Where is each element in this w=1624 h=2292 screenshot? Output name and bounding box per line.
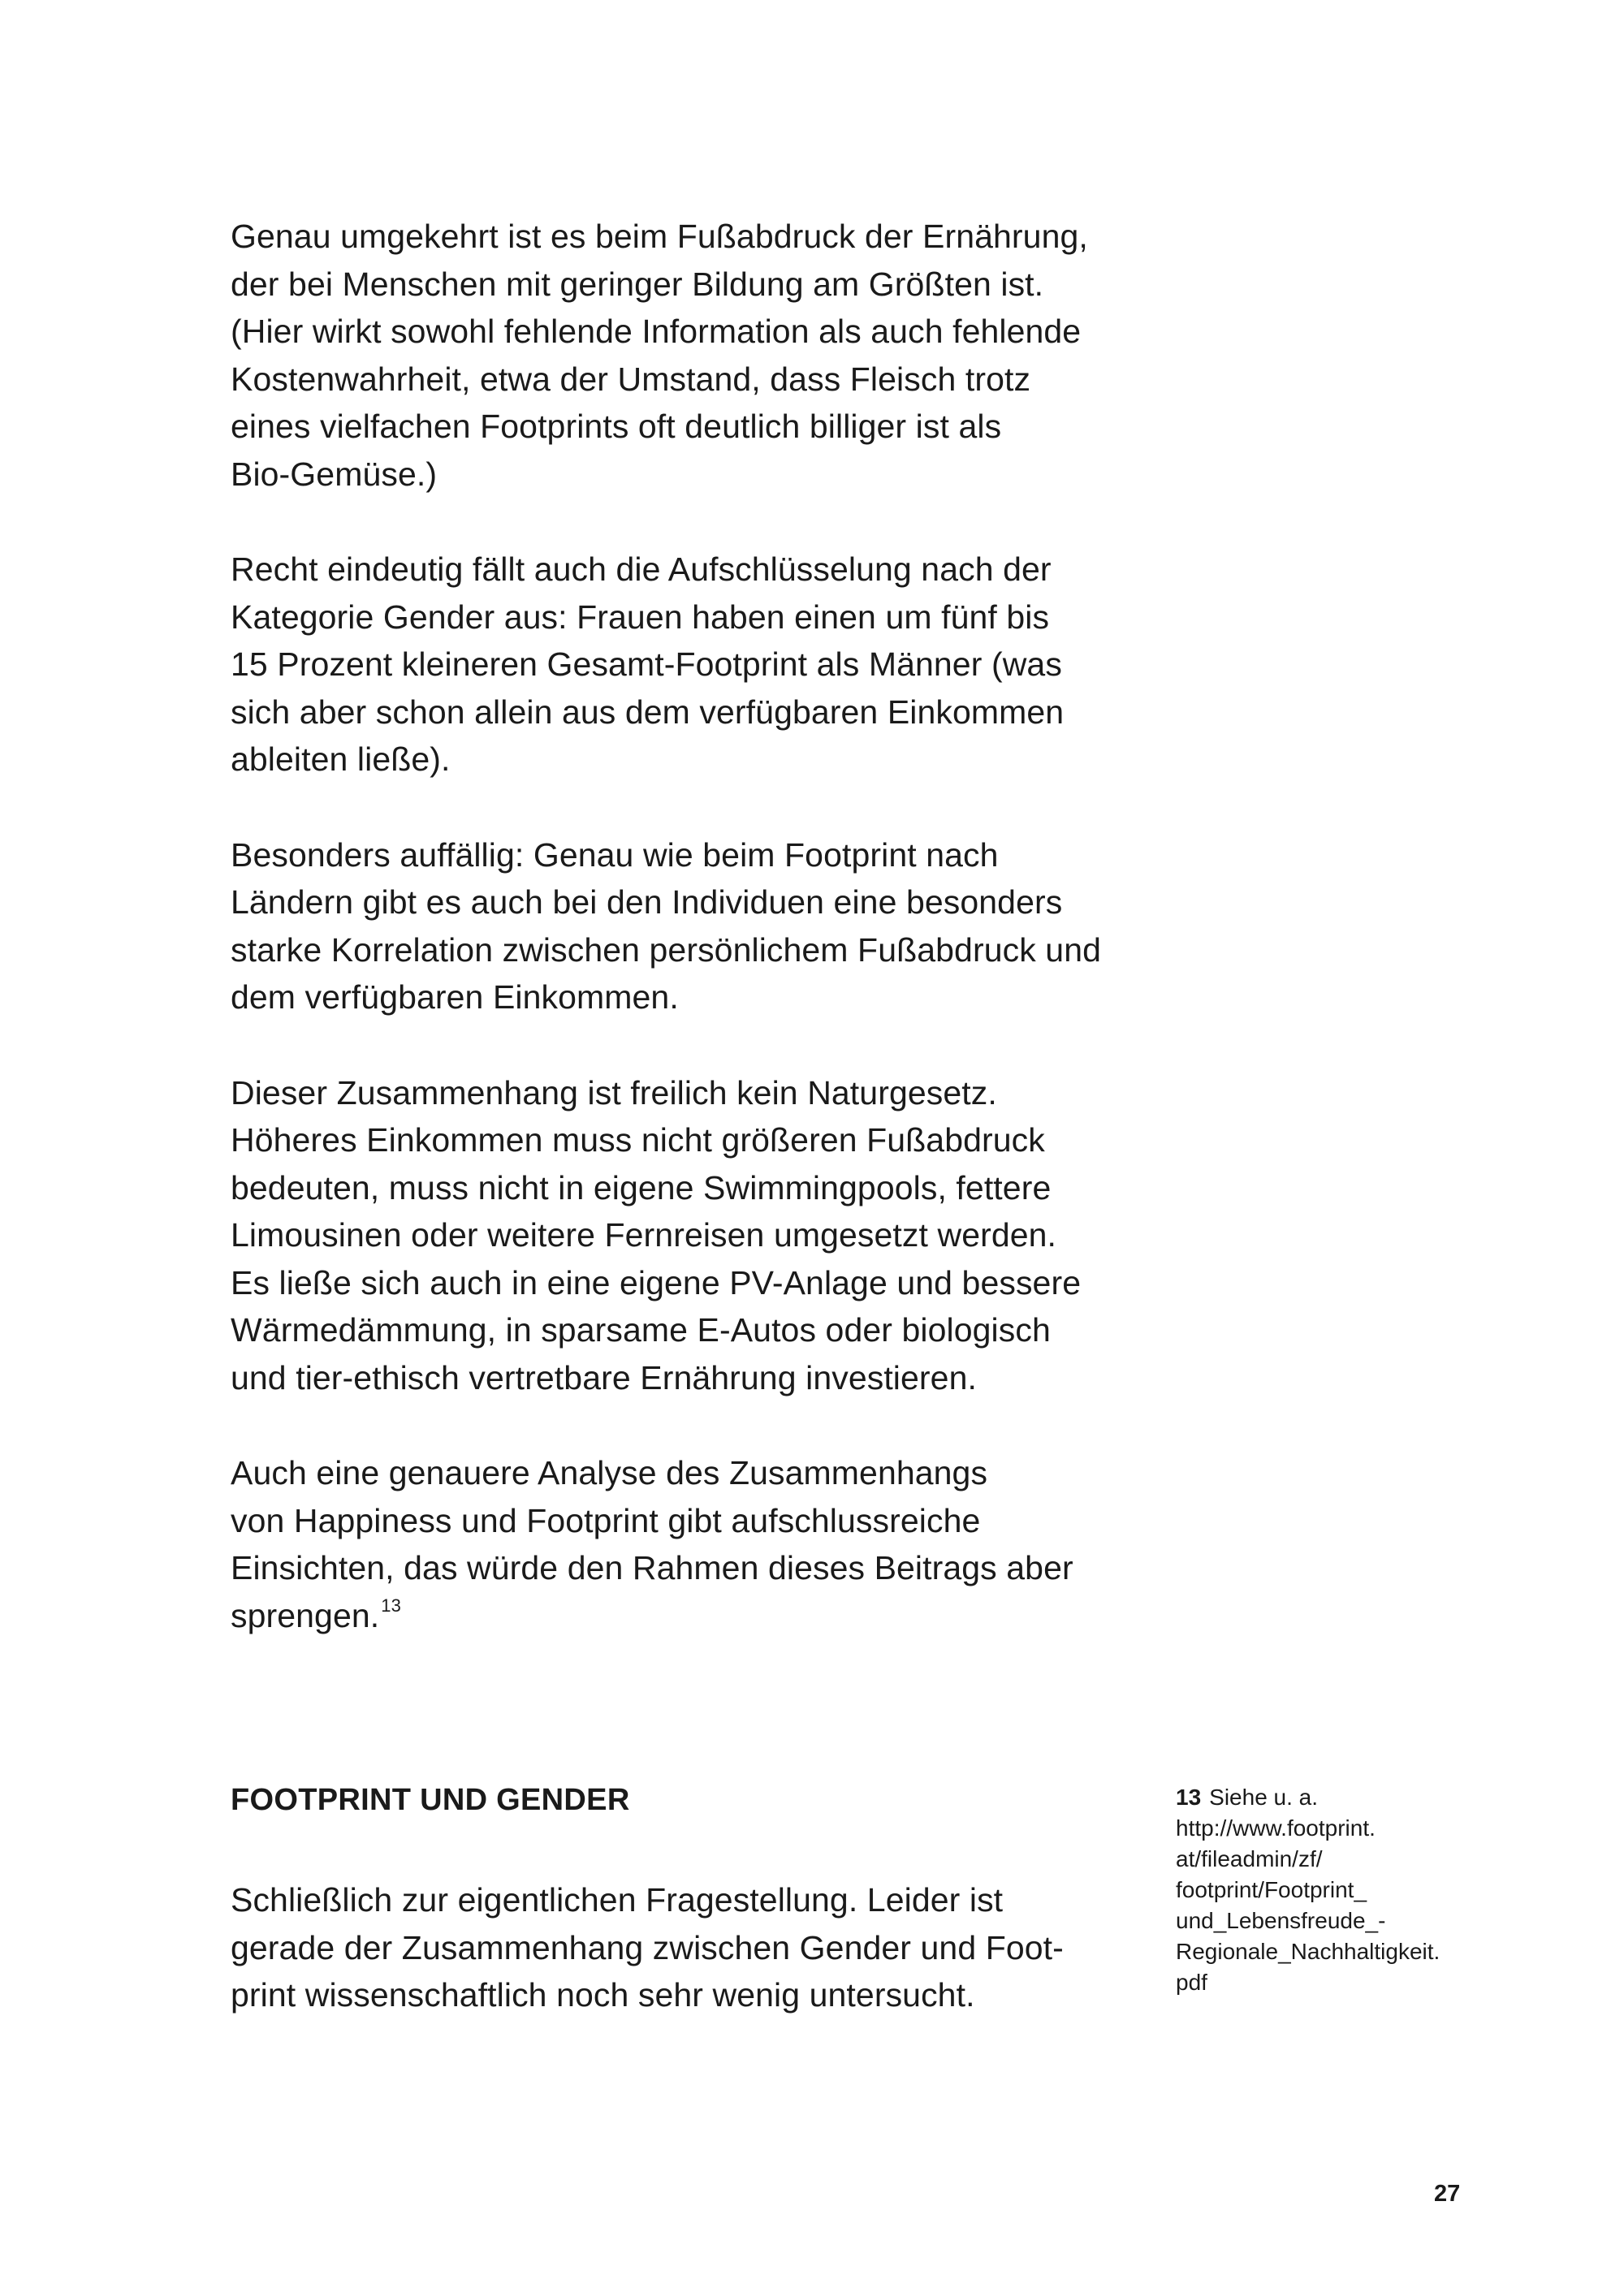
footnote-13 [1176,1782,1501,1998]
footnote-url-line[interactable]: footprint/Footprint_ [1176,1877,1367,1902]
text-line: gerade der Zusammenhang zwischen Gender und Foot- [231,1928,1064,1966]
text-line: Bio-Gemüse.) [231,455,438,493]
text-line: print wissenschaftlich noch sehr wenig untersucht. [231,1976,975,2014]
text-line: Limousinen oder weitere Fernreisen umgesetzt werden. [231,1216,1057,1254]
text-line: Besonders auffällig: Genau wie beim Footprint nach [231,835,999,874]
text-line: Wärmedämmung, in sparsame E-Autos oder biologisch [231,1311,1051,1349]
text-line: von Happiness und Footprint gibt aufschlussreiche [231,1501,981,1539]
text-line: Genau umgekehrt ist es beim Fußabdruck der Ernährung, [231,218,1088,255]
text-line: Auch eine genauere Analyse des Zusammenhangs [231,1454,988,1491]
text-line: sich aber schon allein aus dem verfügbaren Einkommen [231,693,1065,731]
footnote-url-line[interactable]: http://www.footprint. [1176,1815,1376,1841]
footnote-url-line[interactable]: at/fileadmin/zf/ [1176,1846,1323,1871]
text-line: (Hier wirkt sowohl fehlende Information als auch fehlende [231,313,1082,350]
section-paragraph [231,1876,1173,2019]
text-line: Dieser Zusammenhang ist freilich kein Naturgesetz. [231,1073,997,1111]
footnote-reference-13[interactable]: 13 [381,1595,401,1616]
paragraph-happiness-analysis [231,1449,1173,1639]
footnote-url-line[interactable]: pdf [1176,1970,1207,1995]
paragraph-income-correlation [231,831,1173,1021]
section-heading: FOOTPRINT UND GENDER [231,1783,630,1817]
paragraph-gender-breakdown [231,546,1173,783]
footnote-url-line[interactable]: und_Lebensfreude_- [1176,1908,1386,1933]
body-text-column [231,213,1173,1687]
footnote-number: 13 [1176,1785,1202,1810]
text-line: eines vielfachen Footprints oft deutlich billiger ist als [231,408,1002,445]
text-line: der bei Menschen mit geringer Bildung am Größten ist. [231,265,1044,303]
text-line: bedeuten, muss nicht in eigene Swimmingpools, fettere [231,1168,1052,1206]
text-line: ableiten ließe). [231,740,451,778]
footnote-url-line[interactable]: Regionale_Nachhaltigkeit. [1176,1939,1440,1964]
text-line: sprengen. [231,1596,380,1634]
text-line: Es ließe sich auch in eine eigene PV-Anlage und bessere [231,1263,1082,1301]
text-line-with-footnote [231,1592,1173,1640]
text-line: Recht eindeutig fällt auch die Aufschlüsselung nach der [231,550,1052,588]
text-line: Ländern gibt es auch bei den Individuen eine besonders [231,883,1063,921]
text-line: Kostenwahrheit, etwa der Umstand, dass Fleisch trotz [231,360,1031,398]
footnote-first-line [1176,1782,1501,1813]
text-line: und tier-ethisch vertretbare Ernährung investieren. [231,1358,977,1396]
text-line: Höheres Einkommen muss nicht größeren Fußabdruck [231,1121,1045,1159]
text-line: Einsichten, das würde den Rahmen dieses Beitrags aber [231,1549,1073,1586]
text-line: Schließlich zur eigentlichen Fragestellung. Leider ist [231,1881,1004,1919]
footnote-text: Siehe u. a. [1209,1785,1319,1810]
paragraph-not-natural-law [231,1069,1173,1402]
paragraph-nutrition-footprint [231,213,1173,498]
text-line: dem verfügbaren Einkommen. [231,978,679,1016]
text-line: starke Korrelation zwischen persönlichem Fußabdruck und [231,930,1101,969]
text-line: 15 Prozent kleineren Gesamt-Footprint als Männer (was [231,645,1062,683]
text-line: Kategorie Gender aus: Frauen haben einen um fünf bis [231,598,1050,636]
page-number: 27 [1434,2181,1461,2207]
